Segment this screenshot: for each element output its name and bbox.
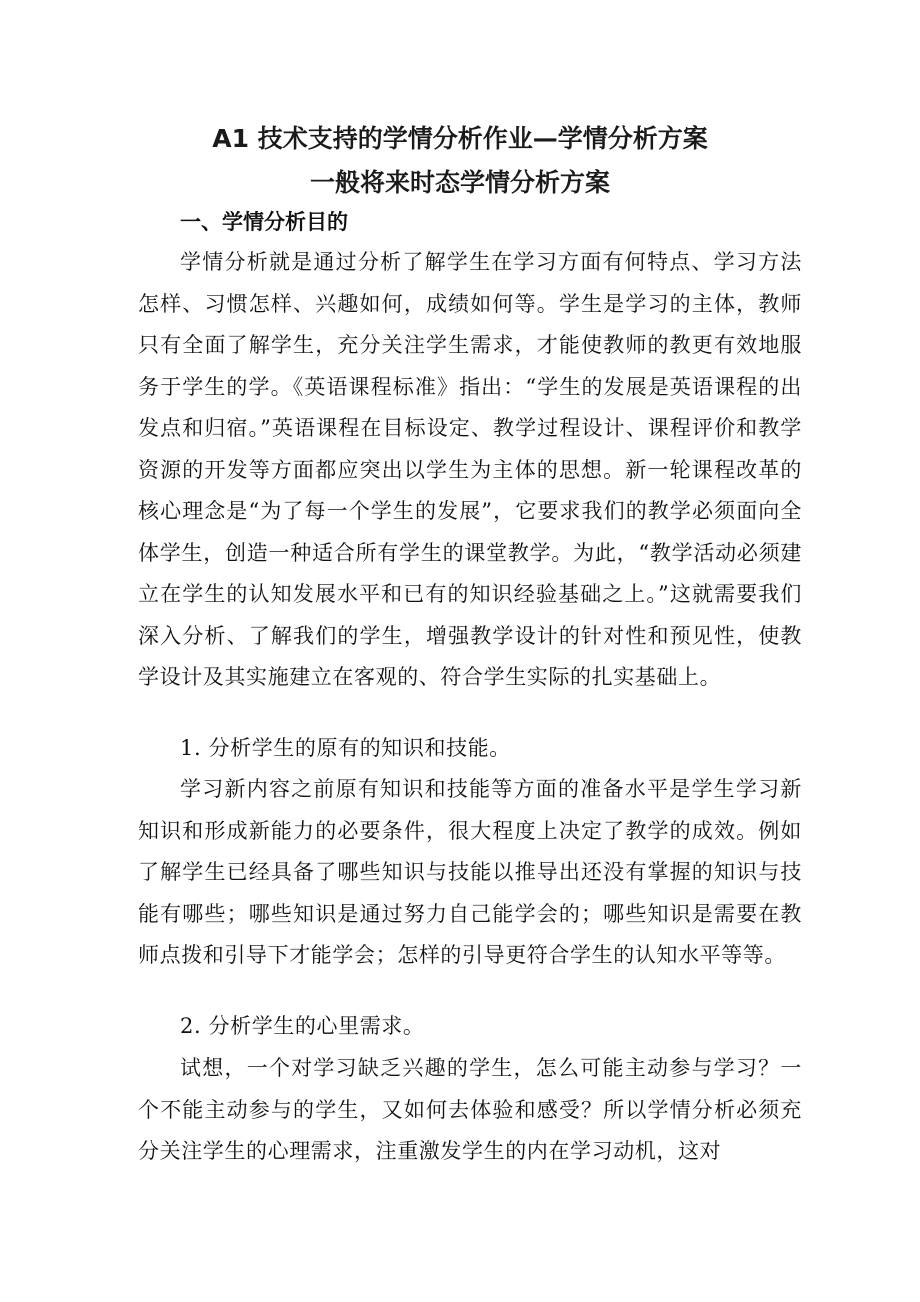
- paragraph-psychological-needs: 试想，一个对学习缺乏兴趣的学生，怎么可能主动参与学习？一个不能主动参与的学生，又如何去体验和感受？所以学情分析必须充分关注学生的心理需求，注重激发学生的内在学习动机，这对: [138, 1056, 802, 1163]
- paragraph-purpose: 学情分析就是通过分析了解学生在学习方面有何特点、学习方法怎样、习惯怎样、兴趣如何，成绩如何等。学生是学习的主体，教师只有全面了解学生，充分关注学生需求，才能使教师的教更有效地服务于学生的学。《英语课程标准》指出：“学生的发展是英语课程的出发点和归宿。”英语课程在目标设定、教学过程设计、课程评价和教学资源的开发等方面都应突出以学生为主体的思想。新一轮课程改革的核心理念是“为了每一个学生的发展”，它要求我们的教学必须面向全体学生，创造一种适合所有学生的课堂教学。为此，“教学活动必须建立在学生的认知发展水平和已有的知识经验基础之上。”这就需要我们深入分析、了解我们的学生，增强教学设计的针对性和预见性，使教学设计及其实施建立在客观的、符合学生实际的扎实基础上。: [138, 250, 802, 689]
- subheading-knowledge-skills: 1. 分析学生的原有的知识和技能。: [180, 736, 511, 760]
- subheading-psychological-needs: 2. 分析学生的心里需求。: [180, 1014, 425, 1038]
- paragraph-knowledge-skills: 学习新内容之前原有知识和技能等方面的准备水平是学生学习新知识和形成新能力的必要条件，很大程度上决定了教学的成效。例如了解学生已经具备了哪些知识与技能以推导出还没有掌握的知识与技能有哪些；哪些知识是通过努力自己能学会的；哪些知识是需要在教师点拨和引导下才能学会；怎样的引导更符合学生的认知水平等等。: [138, 777, 802, 967]
- section-heading: 一、学情分析目的: [180, 210, 348, 234]
- document-subtitle: 一般将来时态学情分析方案: [309, 168, 610, 197]
- document-title: A1 技术支持的学情分析作业—学情分析方案: [212, 124, 708, 153]
